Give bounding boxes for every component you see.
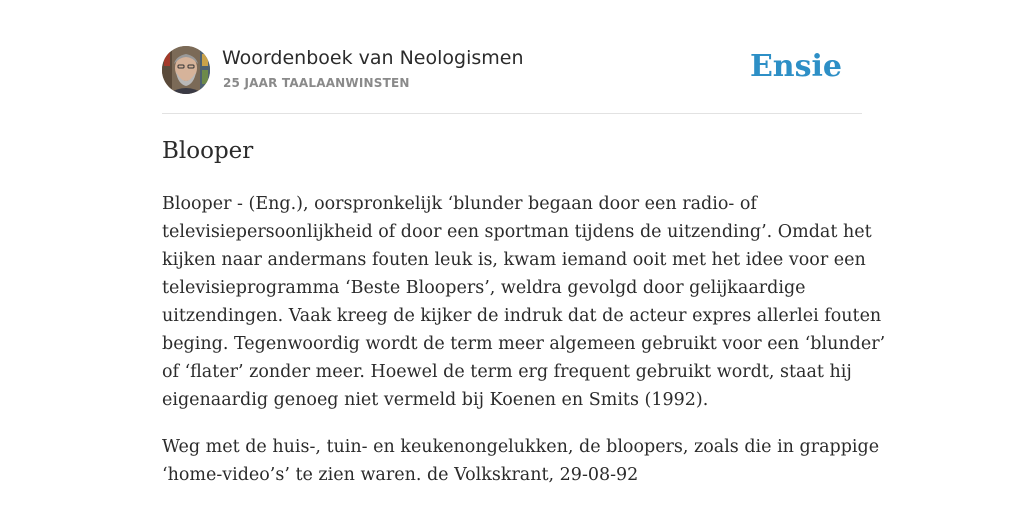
definition-line: televisiepersoonlijkheid of door een sportman tijdens de uitzending’. Omdat het — [162, 222, 872, 242]
header — [162, 46, 862, 96]
header-divider — [162, 113, 862, 114]
source-title[interactable]: Woordenboek van Neologismen — [222, 47, 524, 69]
definition-line: kijken naar andermans fouten leuk is, kwam iemand ooit met het idee voor een — [162, 250, 866, 270]
entry-definition — [162, 190, 886, 414]
source-subtitle: 25 JAAR TAALAANWINSTEN — [223, 76, 410, 90]
quote-line: Weg met de huis-, tuin- en keukenongelukken, de bloopers, zoals die in grappige — [162, 437, 880, 457]
definition-line: beging. Tegenwoordig wordt de term meer algemeen gebruikt voor een ‘blunder’ — [162, 334, 886, 354]
author-avatar[interactable] — [162, 46, 210, 94]
definition-line: of ‘flater’ zonder meer. Hoewel de term erg frequent gebruikt wordt, staat hij — [162, 362, 852, 382]
brand-logo[interactable]: Ensie — [749, 49, 842, 84]
quote-line: ‘home-video’s’ te zien waren. de Volkskrant, 29-08-92 — [162, 465, 639, 485]
author-photo — [162, 46, 210, 94]
definition-line: televisieprogramma ‘Beste Bloopers’, weldra gevolgd door gelijkaardige — [162, 278, 806, 298]
definition-line: eigenaardig genoeg niet vermeld bij Koenen en Smits (1992). — [162, 390, 709, 410]
entry-title: Blooper — [162, 138, 254, 164]
entry-quote — [162, 433, 880, 489]
definition-line: uitzendingen. Vaak kreeg de kijker de indruk dat de acteur expres allerlei fouten — [162, 306, 882, 326]
definition-line: Blooper - (Eng.), oorspronkelijk ‘blunder begaan door een radio- of — [162, 194, 757, 214]
